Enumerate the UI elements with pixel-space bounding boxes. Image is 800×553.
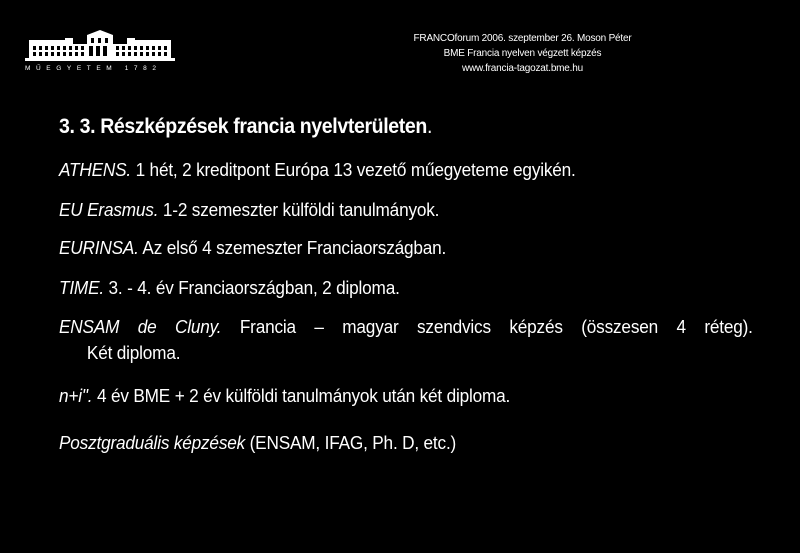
slide-title-text: 3. 3. Részképzések francia nyelvterületen (59, 115, 427, 138)
item-text: Francia – magyar szendvics képzés (összesen 4 réteg). (221, 316, 753, 337)
list-item-time (59, 275, 400, 301)
item-name: Posztgraduális képzések (59, 432, 246, 453)
logo-text: MŰEGYETEM 1782 (25, 65, 162, 72)
item-name: ATHENS. (59, 159, 131, 180)
header-info-line2: BME Francia nyelven végzett képzés (443, 48, 602, 59)
item-name: EURINSA. (59, 237, 139, 258)
item-name: n+i". (59, 385, 93, 406)
item-text: 3. - 4. év Franciaországban, 2 diploma. (103, 277, 400, 298)
item-text: 1 hét, 2 kreditpont Európa 13 vezető műegyeteme egyikén. (130, 159, 576, 180)
list-item-n-plus-i (59, 383, 510, 409)
item-text: Az első 4 szemeszter Franciaországban. (138, 237, 447, 258)
header-info-line3[interactable]: www.francia-tagozat.bme.hu (462, 63, 583, 74)
header-info-line1: FRANCOforum 2006. szeptember 26. Moson Péter (413, 33, 632, 44)
slide-title (59, 115, 432, 139)
item-name: TIME. (59, 277, 104, 298)
list-item-ensam (59, 314, 753, 366)
list-item-erasmus (59, 197, 439, 223)
item-line2: Két diploma. (86, 342, 181, 363)
list-item-eurinsa (59, 235, 446, 261)
building-icon (25, 30, 175, 62)
list-item-athens (59, 157, 576, 183)
item-name: EU Erasmus. (59, 199, 159, 220)
item-text: 1-2 szemeszter külföldi tanulmányok. (158, 199, 440, 220)
item-text: (ENSAM, IFAG, Ph. D, etc.) (245, 432, 457, 453)
slide-title-end: . (426, 115, 433, 138)
list-item-postgraduate (59, 430, 456, 456)
item-line1 (59, 314, 753, 340)
item-text: 4 év BME + 2 év külföldi tanulmányok után két diploma. (92, 385, 511, 406)
header-info (380, 31, 665, 76)
item-name: ENSAM de Cluny. (59, 316, 222, 337)
bme-logo (25, 30, 175, 74)
